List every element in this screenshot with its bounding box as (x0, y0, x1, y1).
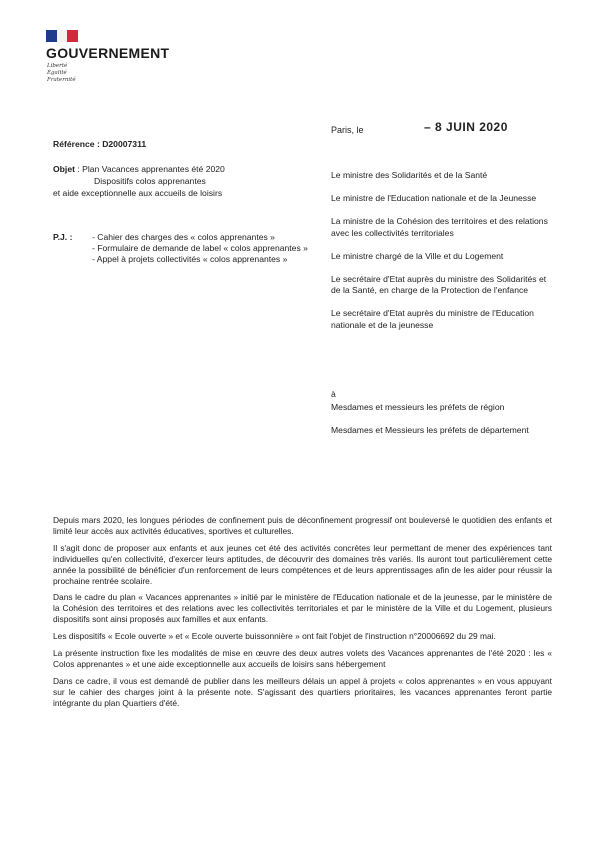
objet-line: : Plan Vacances apprenantes été 2020 (74, 164, 225, 174)
motto-line: Liberté (47, 63, 68, 69)
addressee: Mesdames et Messieurs les préfets de département (331, 425, 529, 436)
republic-flag-logo (46, 30, 78, 42)
date-stamp: – 8 JUIN 2020 (424, 120, 508, 134)
recipient: Le ministre des Solidarités et de la Santé (331, 170, 488, 180)
motto-line: Fraternité (47, 77, 76, 83)
reference: Référence : D20007311 (53, 139, 147, 149)
pj-label: P.J. : (53, 232, 73, 242)
recipient: La ministre de la Cohésion des territoires et des relations avec les collectivités territoriales (331, 216, 548, 238)
date-place: Paris, le (331, 125, 364, 135)
body-paragraph: La présente instruction fixe les modalités de mise en œuvre des deux autres volets des Vacances apprenantes de l'été 2020 : les « Colos apprenantes » et une aide exceptionnelle aux accueils de loisirs sans hébergement (53, 648, 552, 669)
addressee: Mesdames et messieurs les préfets de région (331, 402, 505, 413)
body-paragraph: Les dispositifs « Ecole ouverte » et « Ecole ouverte buissonnière » ont fait l'objet de l'instruction n°20006692 du 29 mai. (53, 631, 496, 642)
recipient: Le ministre de l'Education nationale et de la Jeunesse (331, 193, 537, 204)
pj-item: - Cahier des charges des « colos apprenantes » (92, 232, 275, 242)
addressee: à (331, 389, 336, 399)
recipient: Le secrétaire d'Etat auprès du ministre des Solidarités et de la Santé, en charge de la Protection de l'enfance (331, 274, 547, 296)
objet-block (53, 163, 293, 199)
pj-item: - Appel à projets collectivités « colos apprenantes » (92, 254, 288, 265)
recipient: Le secrétaire d'Etat auprès du ministre de l'Education nationale et de la jeunesse (331, 308, 534, 330)
gov-title: GOUVERNEMENT (46, 45, 170, 61)
body-paragraph: Depuis mars 2020, les longues périodes de confinement puis de déconfinement progressif ont bouleversé le quotidien des enfants et limité leur accès aux activités éducatives, sportives et culturelles. (53, 515, 552, 536)
motto (47, 63, 76, 84)
body-paragraph: Il s'agit donc de proposer aux enfants et aux jeunes cet été des activités concrètes leur permettant de mener des expériences tant individuelles qu'en collectivité, d'exercer leurs aptitudes, de découvrir des domaines très variés. Ils auront tout particulièrement cette année la possibilité de bénéficier d'un renforcement de leurs compétences et de leurs apprentissages afin de les aider pour réussir la prochaine rentrée scolaire. (53, 542, 552, 586)
objet-line: Dispositifs colos apprenantes (94, 176, 206, 186)
objet-label: Objet (53, 164, 75, 174)
pj-item: - Formulaire de demande de label « colos apprenantes » (92, 243, 308, 254)
recipients-list (331, 170, 553, 343)
addressees-list (331, 389, 553, 443)
objet-line: et aide exceptionnelle aux accueils de loisirs (53, 188, 223, 198)
body-paragraph: Dans ce cadre, il vous est demandé de publier dans les meilleurs délais un appel à projets « colos apprenantes » en vous appuyant sur le cahier des charges joint à la présente note. S'agissant des quartiers prioritaires, les vacances apprenantes feront partie intégrante du plan Quartiers d'été. (53, 675, 552, 708)
recipient: Le ministre chargé de la Ville et du Logement (331, 250, 504, 261)
motto-line: Égalité (47, 70, 67, 76)
pj-list (92, 232, 332, 266)
body-paragraph: Dans le cadre du plan « Vacances apprenantes » initié par le ministère de l'Education nationale et de la jeunesse, par le ministère de la Cohésion des territoires et des relations avec les collectivités territoriales et par le ministère de la Ville et du Logement, plusieurs dispositifs sont ainsi proposés aux familles et aux enfants. (53, 592, 552, 625)
body-text (53, 515, 552, 715)
